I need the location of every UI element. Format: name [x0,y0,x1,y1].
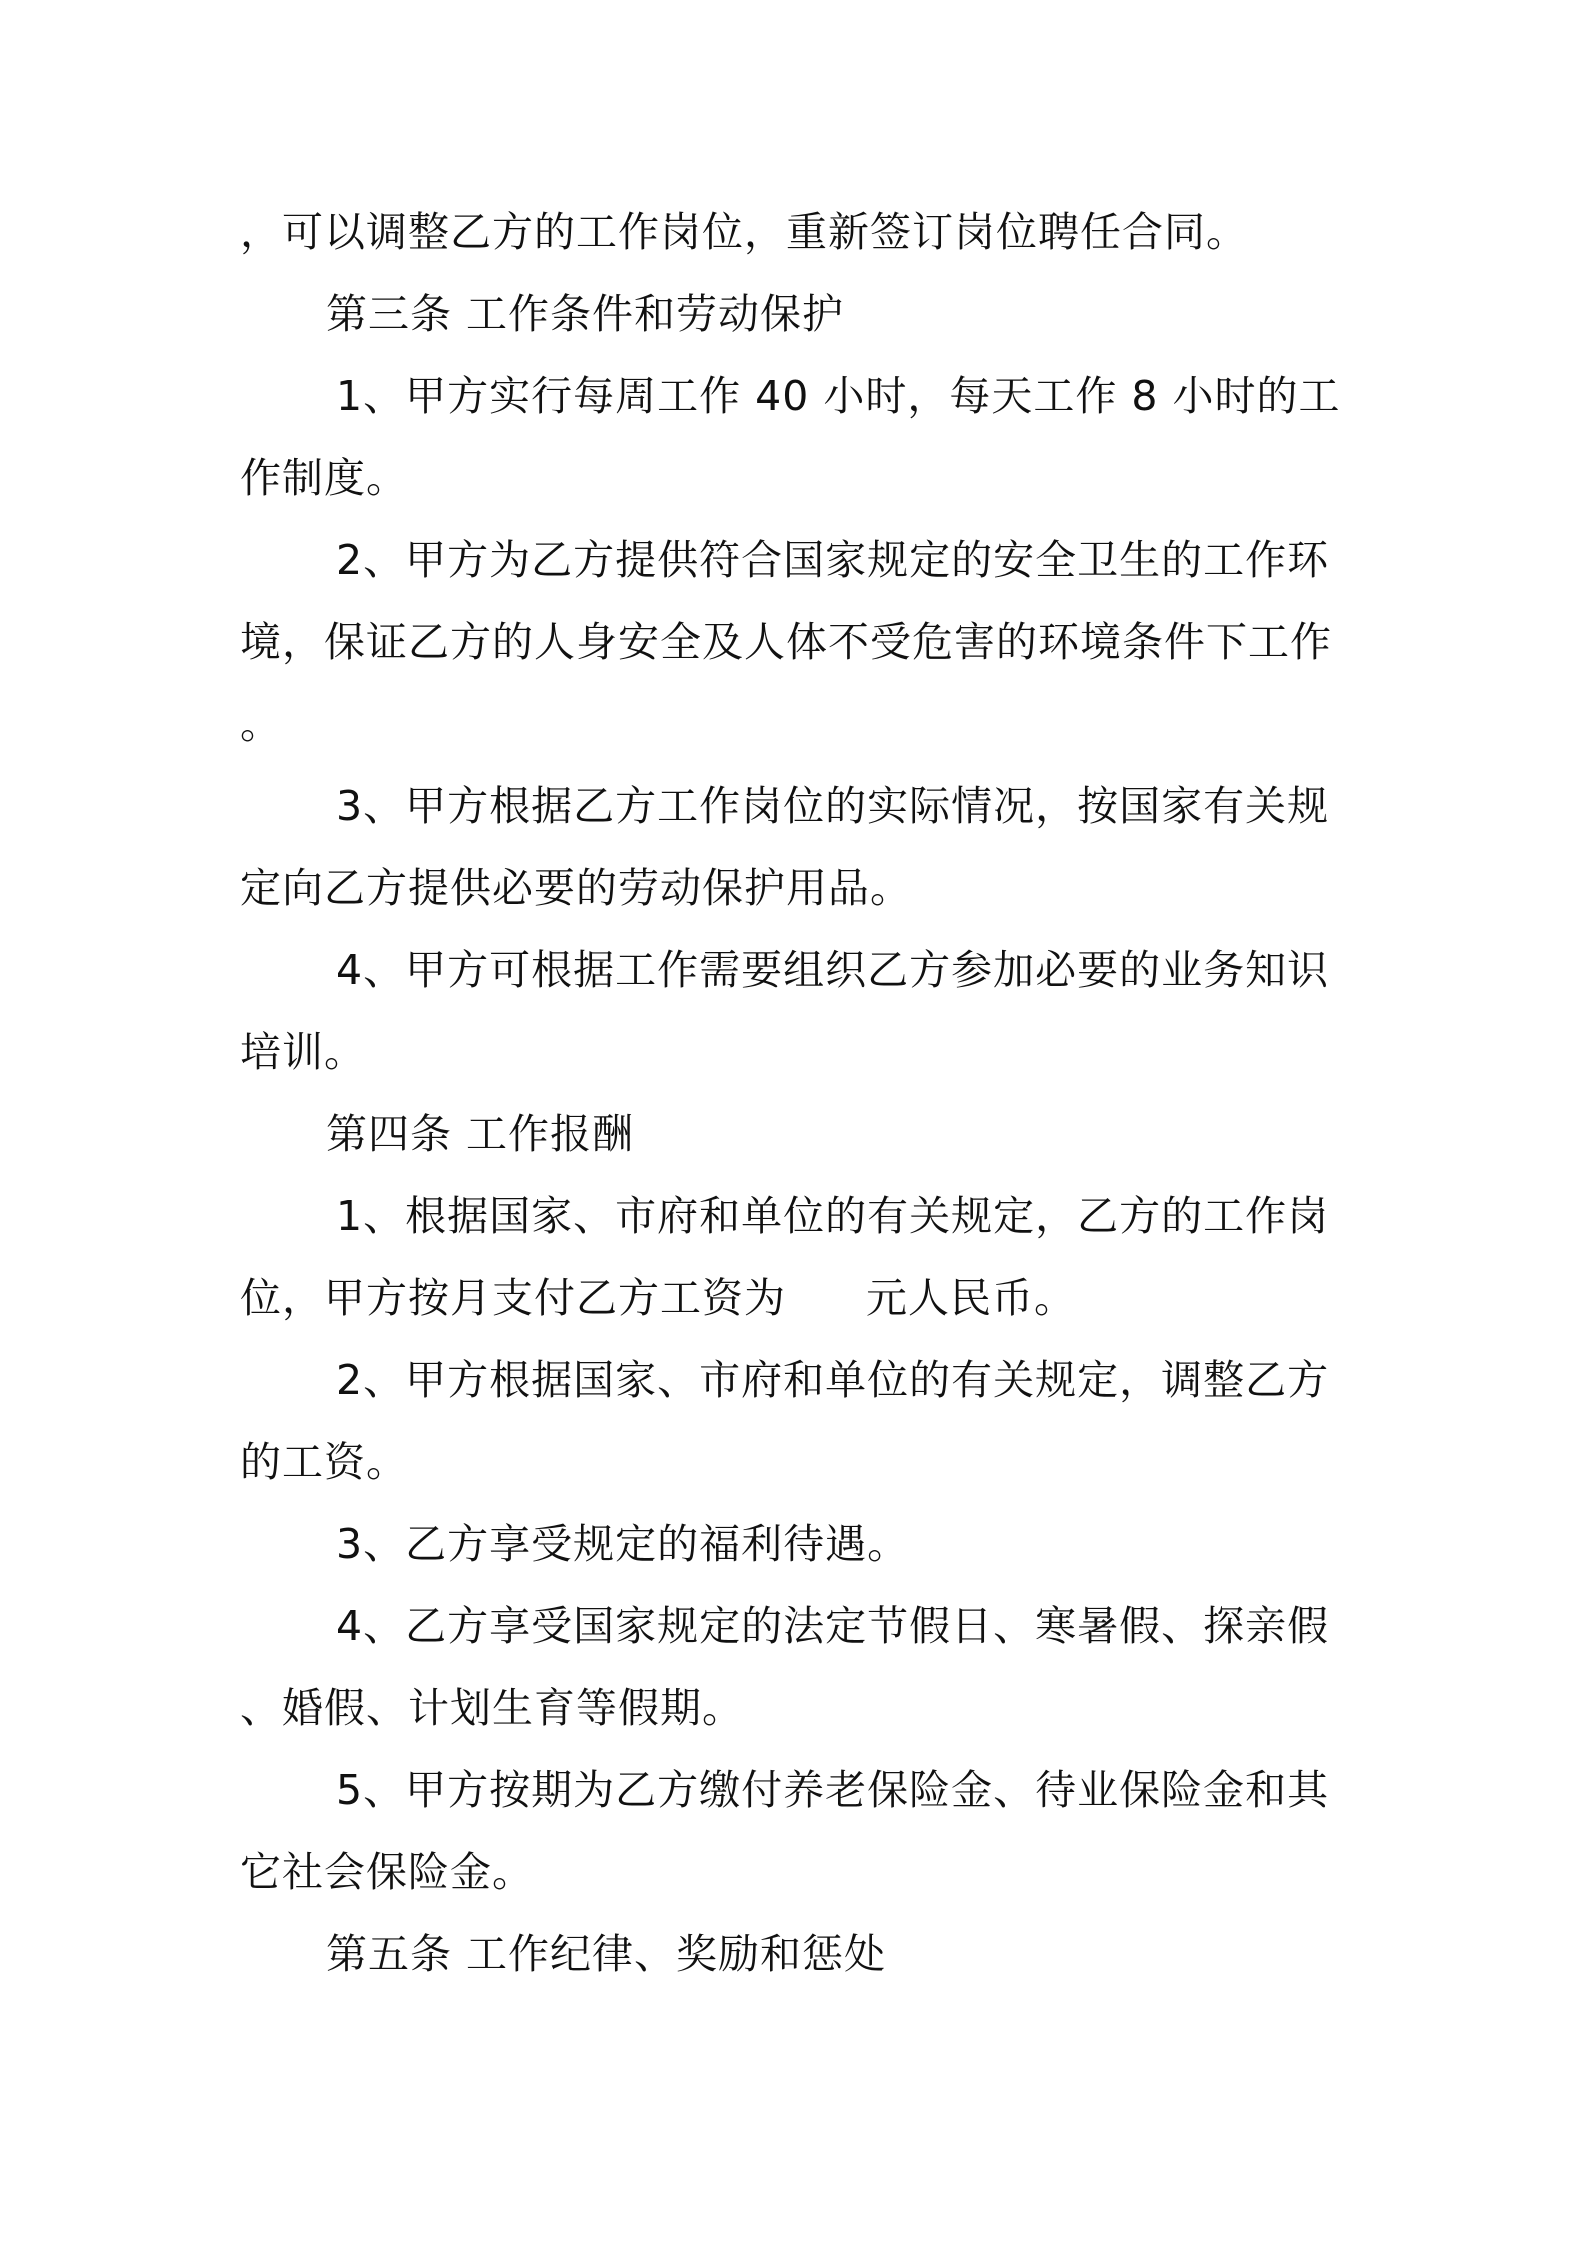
text-line: 作制度。 [240,454,408,502]
text-line: 的工资。 [240,1438,408,1486]
text-line: ，可以调整乙方的工作岗位，重新签订岗位聘任合同。 [240,208,1248,256]
section-heading: 第四条 工作报酬 [326,1110,635,1158]
text-line: 2、甲方为乙方提供符合国家规定的安全卫生的工作环 [336,536,1330,584]
text-line: 它社会保险金。 [240,1848,534,1896]
text-line: 、婚假、计划生育等假期。 [240,1684,744,1732]
text-line [240,1256,1360,1340]
text-line: 培训。 [240,1028,366,1076]
text-line: 定向乙方提供必要的劳动保护用品。 [240,864,912,912]
salary-text-after-blank: 元人民币。 [866,1274,1076,1322]
text-line: 4、甲方可根据工作需要组织乙方参加必要的业务知识 [336,946,1330,994]
text-line: 3、乙方享受规定的福利待遇。 [336,1520,910,1568]
text-line: 。 [240,700,282,748]
text-line: 4、乙方享受国家规定的法定节假日、寒暑假、探亲假 [336,1602,1330,1650]
text-line: 1、根据国家、市府和单位的有关规定，乙方的工作岗 [336,1192,1330,1240]
text-line: 2、甲方根据国家、市府和单位的有关规定，调整乙方 [336,1356,1330,1404]
text-line: 3、甲方根据乙方工作岗位的实际情况，按国家有关规 [336,782,1330,830]
section-heading: 第五条 工作纪律、奖励和惩处 [326,1930,887,1978]
section-heading: 第三条 工作条件和劳动保护 [326,290,845,338]
text-line: 1、甲方实行每周工作 40 小时，每天工作 8 小时的工 [336,372,1341,420]
text-line: 5、甲方按期为乙方缴付养老保险金、待业保险金和其 [336,1766,1330,1814]
salary-text-before-blank: 位，甲方按月支付乙方工资为 [240,1274,786,1322]
text-line: 境，保证乙方的人身安全及人体不受危害的环境条件下工作 [240,618,1332,666]
